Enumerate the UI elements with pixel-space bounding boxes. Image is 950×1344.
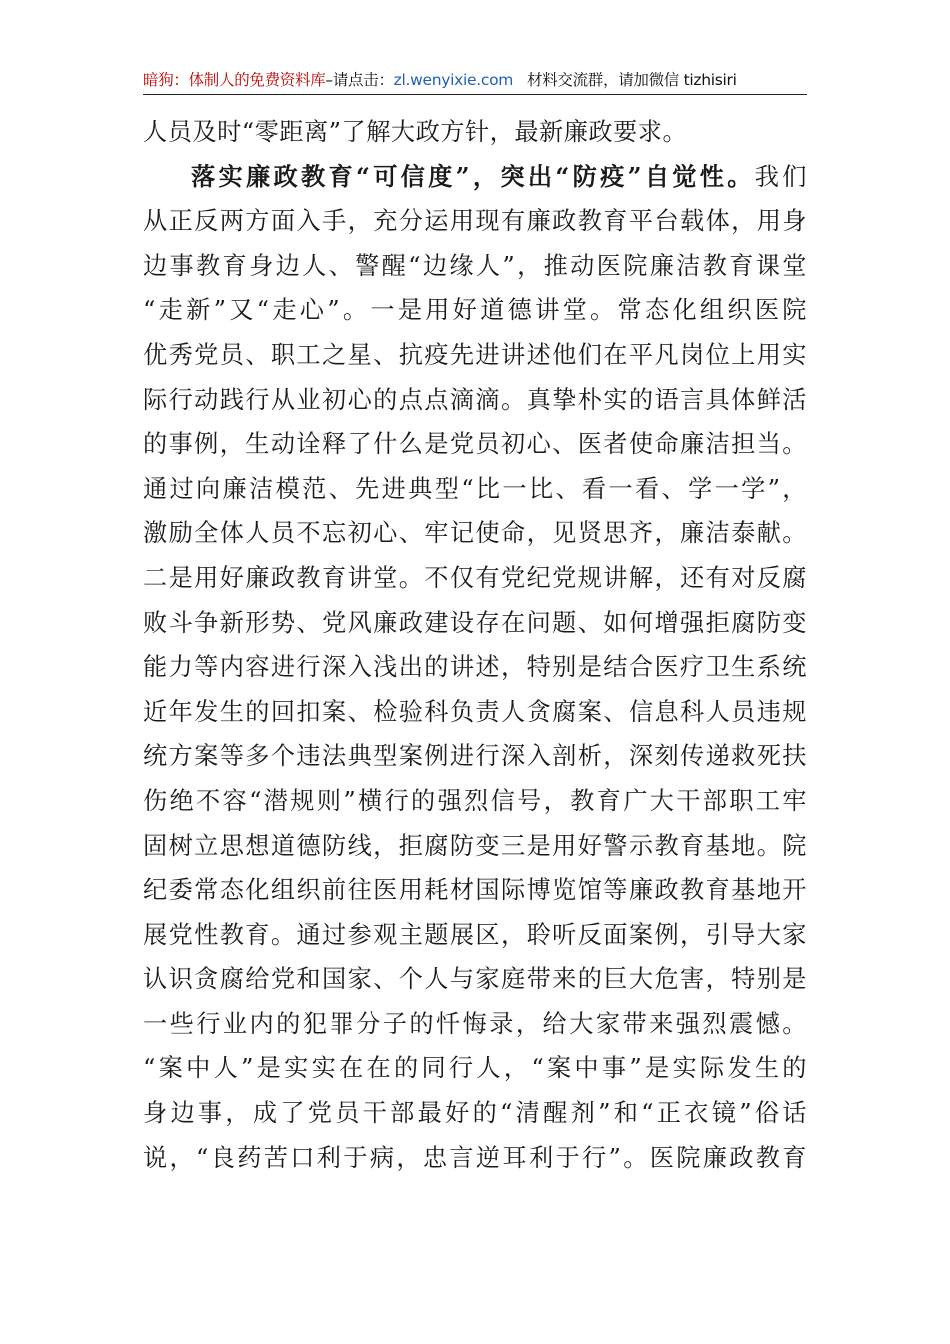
header-divider	[143, 94, 807, 95]
body-line: “案中人”是实实在在的同行人，“案中事”是实际发生的	[143, 1054, 807, 1083]
page-header	[143, 68, 807, 94]
body-line: 伤绝不容“潜规则”横行的强烈信号，教育广大干部职工牢	[143, 786, 807, 815]
wechat-text: 材料交流群，请加微信 tizhisiri	[527, 71, 737, 89]
body-line: 说，“良药苦口利于病，忠言逆耳利于行”。医院廉政教育	[143, 1143, 807, 1172]
body-line: 二是用好廉政教育讲堂。不仅有党纪党规讲解，还有对反腐	[143, 563, 807, 592]
body-line: 近年发生的回扣案、检验科负责人贪腐案、信息科人员违规	[143, 697, 807, 726]
source-label: 暗狗：体制人的免费资料库	[143, 71, 326, 89]
body-line: 边事教育身边人、警醒“边缘人”，推动医院廉洁教育课堂	[143, 251, 807, 280]
body-line: 固树立思想道德防线，拒腐防变三是用好警示教育基地。院	[143, 831, 807, 860]
body-line: 认识贪腐给党和国家、个人与家庭带来的巨大危害，特别是	[143, 965, 807, 994]
body-line: 纪委常态化组织前往医用耗材国际博览馆等廉政教育基地开	[143, 876, 807, 905]
document-body	[143, 110, 807, 1180]
body-line: 身边事，成了党员干部最好的“清醒剂”和“正衣镜”俗话	[143, 1099, 807, 1128]
body-line: 的事例，生动诠释了什么是党员初心、医者使命廉洁担当。	[143, 430, 807, 459]
body-line: 能力等内容进行深入浅出的讲述，特别是结合医疗卫生系统	[143, 653, 807, 682]
click-label: –请点击：	[325, 71, 394, 89]
body-line: 际行动践行从业初心的点点滴滴。真挚朴实的语言具体鲜活	[143, 385, 807, 414]
body-line: 统方案等多个违法典型案例进行深入剖析，深刻传递救死扶	[143, 742, 807, 771]
body-line: 人员及时“零距离”了解大政方针，最新廉政要求。	[143, 118, 688, 146]
paragraph-heading: 落实廉政教育“可信度”，突出“防疫”自觉性。	[191, 161, 755, 191]
body-text: 我们	[754, 162, 807, 191]
source-link[interactable]: zl.wenyixie.com	[393, 71, 514, 89]
body-line: 展党性教育。通过参观主题展区，聆听反面案例，引导大家	[143, 920, 807, 949]
body-line: 优秀党员、职工之星、抗疫先进讲述他们在平凡岗位上用实	[143, 340, 807, 369]
body-line: “走新”又“走心”。一是用好道德讲堂。常态化组织医院	[143, 296, 807, 325]
body-line: 败斗争新形势、党风廉政建设存在问题、如何增强拒腐防变	[143, 608, 807, 637]
body-line: 从正反两方面入手，充分运用现有廉政教育平台载体，用身	[143, 207, 807, 236]
body-line: 通过向廉洁模范、先进典型“比一比、看一看、学一学”，	[143, 474, 807, 503]
body-line: 激励全体人员不忘初心、牢记使命，见贤思齐，廉洁泰献。	[143, 519, 807, 548]
paragraph-start-line	[143, 155, 807, 200]
body-line: 一些行业内的犯罪分子的忏悔录，给大家带来强烈震憾。	[143, 1009, 807, 1038]
